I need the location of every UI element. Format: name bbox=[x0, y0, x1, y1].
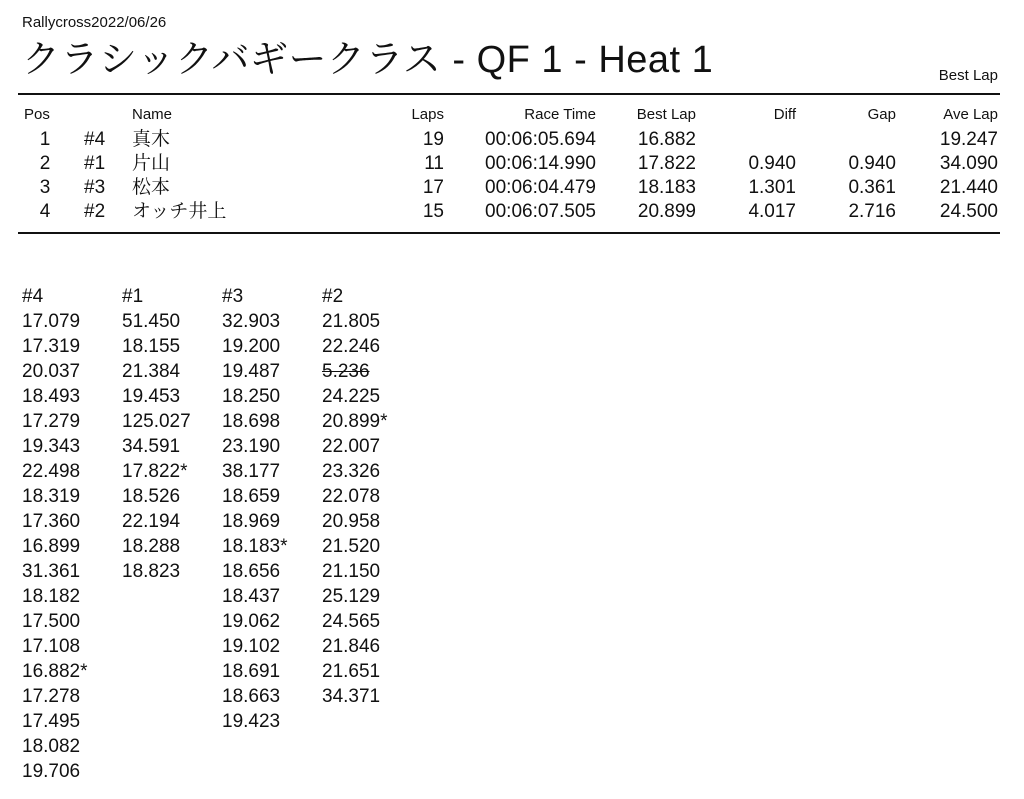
table-row bbox=[0, 200, 1024, 224]
lap-time: 18.969 bbox=[222, 511, 281, 532]
lap-time: 19.487 bbox=[222, 361, 281, 382]
cell-pos: 1 bbox=[39, 129, 51, 150]
lap-time: 18.691 bbox=[222, 661, 281, 682]
lap-time: 38.177 bbox=[222, 461, 281, 482]
top-rule bbox=[18, 93, 1000, 95]
cell-pos: 4 bbox=[39, 201, 51, 222]
lap-column-car-2 bbox=[322, 284, 422, 709]
table-row bbox=[0, 152, 1024, 176]
cell-ave-lap: 24.500 bbox=[939, 201, 998, 222]
cell-laps: 17 bbox=[422, 177, 444, 198]
col-header-best-lap: Best Lap bbox=[636, 106, 696, 123]
results-table bbox=[0, 106, 1024, 224]
cell-best-lap: 16.882 bbox=[637, 129, 696, 150]
table-row bbox=[0, 128, 1024, 152]
lap-time: 22.078 bbox=[322, 486, 381, 507]
cell-laps: 11 bbox=[424, 153, 444, 174]
lap-time: 18.250 bbox=[222, 386, 281, 407]
lap-column-header: #3 bbox=[222, 286, 244, 307]
cell-pos: 3 bbox=[39, 177, 51, 198]
cell-diff: 0.940 bbox=[748, 153, 796, 174]
cell-race-time: 00:06:05.694 bbox=[485, 129, 596, 150]
lap-time: 34.371 bbox=[322, 686, 381, 707]
lap-time: 16.899 bbox=[22, 536, 81, 557]
lap-column-car-4 bbox=[22, 284, 122, 784]
lap-time: 21.846 bbox=[322, 636, 381, 657]
lap-column-car-3 bbox=[222, 284, 322, 734]
cell-name: 片山 bbox=[132, 153, 171, 174]
lap-time: 18.082 bbox=[22, 736, 81, 757]
col-header-gap: Gap bbox=[867, 106, 896, 123]
lap-time: 19.453 bbox=[122, 386, 181, 407]
cell-name: 真木 bbox=[132, 129, 171, 150]
lap-time: 21.805 bbox=[322, 311, 381, 332]
lap-time: 34.591 bbox=[122, 436, 181, 457]
lap-time: 20.958 bbox=[322, 511, 381, 532]
lap-time: 22.194 bbox=[122, 511, 181, 532]
lap-time: 17.278 bbox=[22, 686, 81, 707]
lap-time: 16.882* bbox=[22, 661, 88, 682]
lap-time: 17.360 bbox=[22, 511, 81, 532]
lap-time: 19.200 bbox=[222, 336, 281, 357]
report-subtitle: Rallycross2022/06/26 bbox=[22, 14, 167, 31]
lap-time: 18.659 bbox=[222, 486, 281, 507]
lap-column-header: #2 bbox=[322, 286, 344, 307]
bottom-rule bbox=[18, 232, 1000, 234]
lap-time: 17.822* bbox=[122, 461, 188, 482]
lap-time: 24.225 bbox=[322, 386, 381, 407]
cell-gap: 0.361 bbox=[848, 177, 896, 198]
col-header-laps: Laps bbox=[411, 106, 444, 123]
lap-time: 23.190 bbox=[222, 436, 281, 457]
lap-column-header: #4 bbox=[22, 286, 44, 307]
lap-time: 17.500 bbox=[22, 611, 81, 632]
lap-time: 51.450 bbox=[122, 311, 181, 332]
lap-time: 18.493 bbox=[22, 386, 81, 407]
cell-car-number: #1 bbox=[84, 153, 106, 174]
lap-time: 17.108 bbox=[22, 636, 81, 657]
cell-best-lap: 20.899 bbox=[637, 201, 696, 222]
lap-time: 19.102 bbox=[222, 636, 281, 657]
cell-diff: 4.017 bbox=[748, 201, 796, 222]
col-header-race-time: Race Time bbox=[524, 106, 596, 123]
lap-time: 22.246 bbox=[322, 336, 381, 357]
col-header-ave-lap: Ave Lap bbox=[943, 106, 998, 123]
lap-time: 25.129 bbox=[322, 586, 381, 607]
cell-race-time: 00:06:04.479 bbox=[485, 177, 596, 198]
cell-name: 松本 bbox=[132, 177, 171, 198]
lap-time: 17.079 bbox=[22, 311, 81, 332]
lap-time: 18.288 bbox=[122, 536, 181, 557]
report-title: クラシックバギークラス - QF 1 - Heat 1 bbox=[22, 39, 714, 81]
lap-time: 19.706 bbox=[22, 761, 81, 782]
lap-time: 22.498 bbox=[22, 461, 81, 482]
cell-laps: 15 bbox=[422, 201, 444, 222]
lap-time: 19.062 bbox=[222, 611, 281, 632]
lap-time: 18.437 bbox=[222, 586, 281, 607]
cell-diff: 1.301 bbox=[748, 177, 796, 198]
lap-time: 18.656 bbox=[222, 561, 281, 582]
cell-best-lap: 18.183 bbox=[637, 177, 696, 198]
lap-time: 19.423 bbox=[222, 711, 281, 732]
lap-time: 19.343 bbox=[22, 436, 81, 457]
cell-name: オッチ井上 bbox=[132, 201, 227, 222]
lap-time: 21.651 bbox=[322, 661, 381, 682]
lap-column-car-1 bbox=[122, 284, 222, 584]
lap-time: 20.899* bbox=[322, 411, 388, 432]
col-header-pos: Pos bbox=[24, 106, 50, 123]
lap-time: 21.150 bbox=[322, 561, 381, 582]
cell-gap: 0.940 bbox=[848, 153, 896, 174]
lap-time: 24.565 bbox=[322, 611, 381, 632]
best-lap-label: Best Lap bbox=[938, 67, 998, 84]
cell-ave-lap: 34.090 bbox=[939, 153, 998, 174]
lap-time: 18.183* bbox=[222, 536, 288, 557]
lap-time: 5.236 bbox=[322, 361, 370, 382]
cell-laps: 19 bbox=[422, 129, 444, 150]
cell-race-time: 00:06:07.505 bbox=[485, 201, 596, 222]
lap-time: 18.182 bbox=[22, 586, 81, 607]
lap-time: 125.027 bbox=[122, 411, 191, 432]
results-header-row bbox=[0, 106, 1024, 128]
lap-time: 20.037 bbox=[22, 361, 81, 382]
lap-time: 21.384 bbox=[122, 361, 181, 382]
col-header-name: Name bbox=[132, 106, 173, 123]
lap-time: 18.155 bbox=[122, 336, 181, 357]
lap-time: 23.326 bbox=[322, 461, 381, 482]
cell-car-number: #3 bbox=[84, 177, 106, 198]
lap-time: 31.361 bbox=[22, 561, 81, 582]
cell-car-number: #4 bbox=[84, 129, 106, 150]
lap-time: 22.007 bbox=[322, 436, 381, 457]
lap-column-header: #1 bbox=[122, 286, 144, 307]
cell-best-lap: 17.822 bbox=[637, 153, 696, 174]
lap-time: 17.495 bbox=[22, 711, 81, 732]
table-row bbox=[0, 176, 1024, 200]
cell-car-number: #2 bbox=[84, 201, 106, 222]
cell-ave-lap: 21.440 bbox=[939, 177, 998, 198]
cell-pos: 2 bbox=[39, 153, 51, 174]
lap-time: 18.526 bbox=[122, 486, 181, 507]
lap-time: 18.698 bbox=[222, 411, 281, 432]
col-header-diff: Diff bbox=[773, 106, 796, 123]
lap-time: 18.823 bbox=[122, 561, 181, 582]
lap-time: 32.903 bbox=[222, 311, 281, 332]
lap-time: 18.319 bbox=[22, 486, 81, 507]
lap-time: 17.279 bbox=[22, 411, 81, 432]
cell-gap: 2.716 bbox=[848, 201, 896, 222]
lap-time: 18.663 bbox=[222, 686, 281, 707]
cell-ave-lap: 19.247 bbox=[939, 129, 998, 150]
lap-time: 21.520 bbox=[322, 536, 381, 557]
cell-race-time: 00:06:14.990 bbox=[485, 153, 596, 174]
lap-time: 17.319 bbox=[22, 336, 81, 357]
